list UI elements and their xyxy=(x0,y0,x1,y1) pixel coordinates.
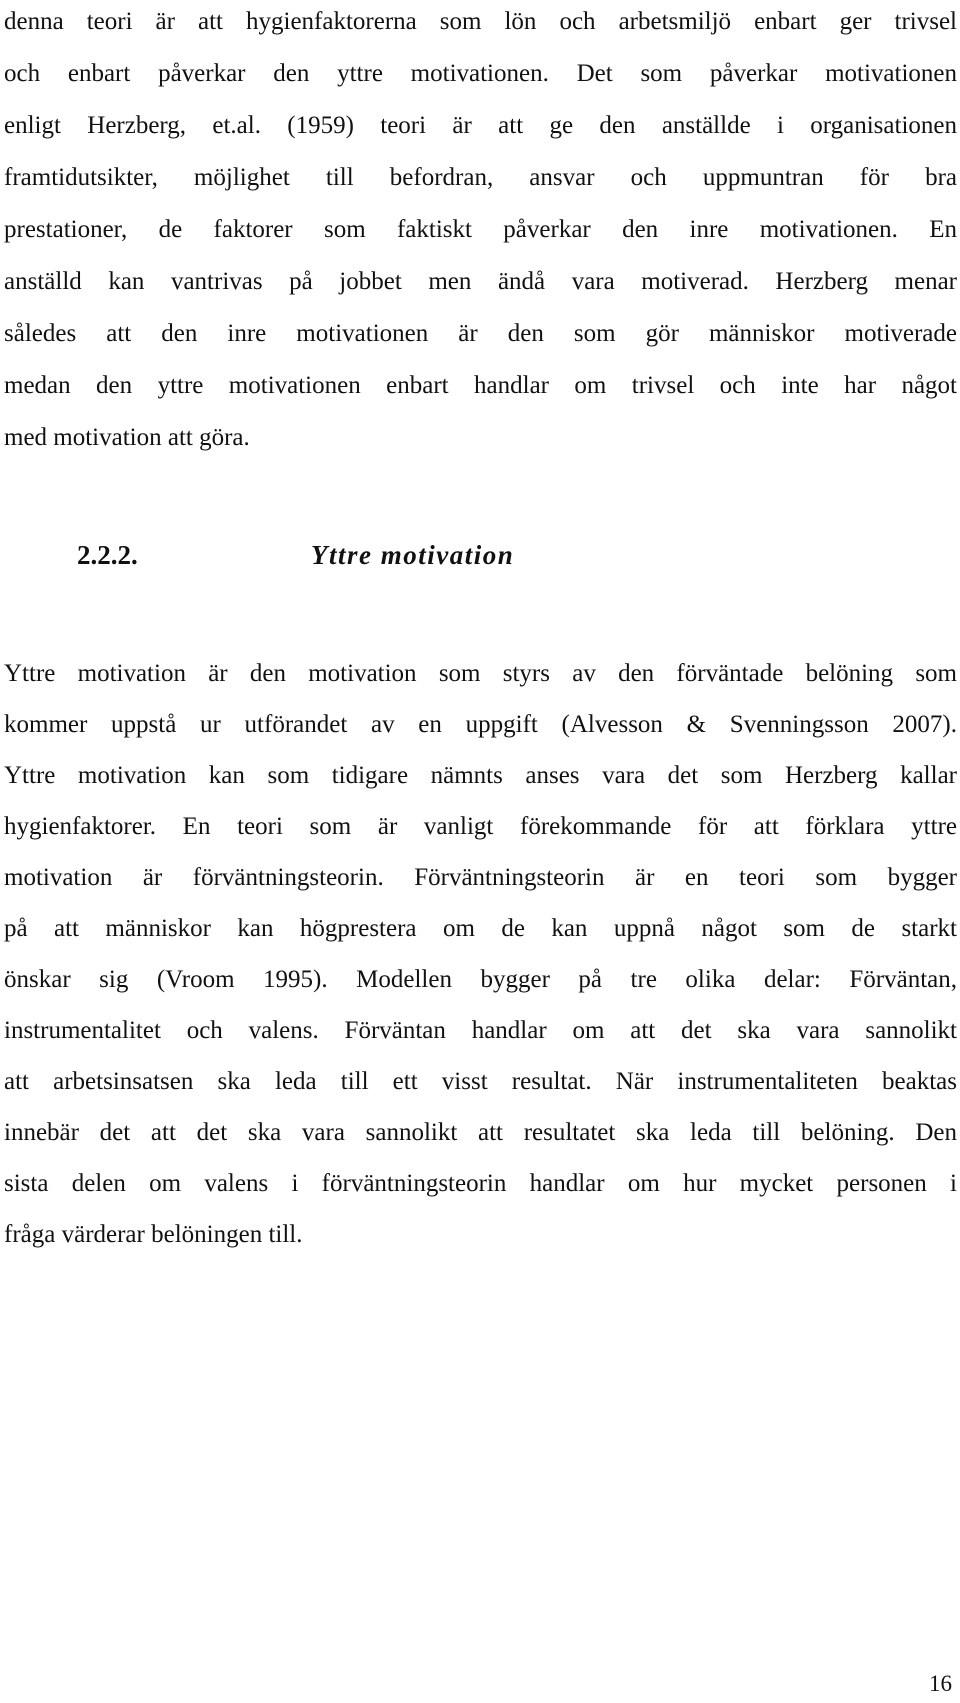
paragraph-yttre-motivation xyxy=(4,648,957,1260)
text-line: prestationer, de faktorer som faktiskt påverkar den inre motivationen. En xyxy=(4,216,957,243)
text-line: önskar sig (Vroom 1995). Modellen bygger på tre olika delar: Förväntan, xyxy=(4,966,957,993)
text-line: instrumentalitet och valens. Förväntan handlar om att det ska vara sannolikt xyxy=(4,1017,957,1044)
text-line: motivation är förväntningsteorin. Förväntningsteorin är en teori som bygger xyxy=(4,864,957,891)
text-line: således att den inre motivationen är den som gör människor motiverade xyxy=(4,320,957,347)
text-line: innebär det att det ska vara sannolikt att resultatet ska leda till belöning. Den xyxy=(4,1119,957,1146)
text-line: att arbetsinsatsen ska leda till ett visst resultat. När instrumentaliteten beaktas xyxy=(4,1068,957,1095)
page-number: 16 xyxy=(929,1671,952,1696)
text-line: Yttre motivation är den motivation som styrs av den förväntade belöning som xyxy=(4,660,957,687)
text-line: enligt Herzberg, et.al. (1959) teori är att ge den anställde i organisationen xyxy=(4,112,957,139)
text-line: hygienfaktorer. En teori som är vanligt förekommande för att förklara yttre xyxy=(4,813,957,840)
text-line: kommer uppstå ur utförandet av en uppgift (Alvesson & Svenningsson 2007). xyxy=(4,711,957,738)
text-line: framtidutsikter, möjlighet till befordran, ansvar och uppmuntran för bra xyxy=(4,164,957,191)
text-line: med motivation att göra. xyxy=(4,424,250,451)
section-title: Yttre motivation xyxy=(311,540,515,570)
section-heading xyxy=(77,540,514,571)
text-line: på att människor kan högprestera om de kan uppnå något som de starkt xyxy=(4,915,957,942)
text-line: och enbart påverkar den yttre motivationen. Det som påverkar motivationen xyxy=(4,60,957,87)
text-line: Yttre motivation kan som tidigare nämnts anses vara det som Herzberg kallar xyxy=(4,762,957,789)
text-line: medan den yttre motivationen enbart handlar om trivsel och inte har något xyxy=(4,372,957,399)
text-line: anställd kan vantrivas på jobbet men ändå vara motiverad. Herzberg menar xyxy=(4,268,957,295)
text-line: denna teori är att hygienfaktorerna som lön och arbetsmiljö enbart ger trivsel xyxy=(4,8,957,35)
text-line: fråga värderar belöningen till. xyxy=(4,1221,303,1248)
section-number: 2.2.2. xyxy=(77,540,138,570)
paragraph-herzberg-inner-motivation xyxy=(4,0,957,464)
text-line: sista delen om valens i förväntningsteorin handlar om hur mycket personen i xyxy=(4,1170,957,1197)
